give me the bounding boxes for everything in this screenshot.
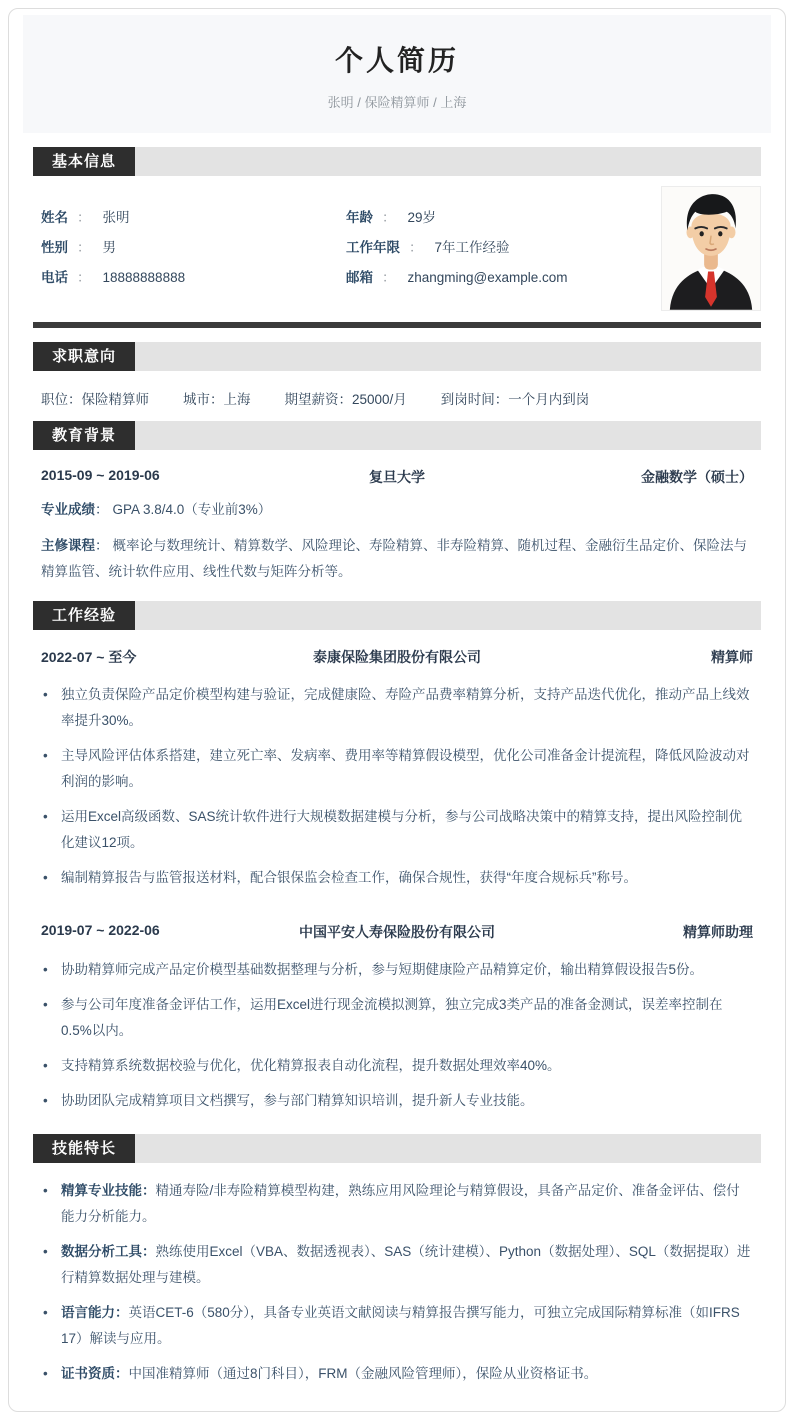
section-title-work: 工作经验: [33, 601, 135, 630]
bullet-dot-icon: •: [43, 1366, 48, 1381]
resume-content: [23, 147, 771, 1387]
education-degree: 金融数学（硕士）: [641, 469, 753, 485]
education-head-row: [33, 450, 761, 487]
field-label: 年龄: [346, 210, 373, 225]
courses-value: 概率论与数理统计、精算数学、风险理论、寿险精算、非寿险精算、随机过程、金融衍生品定价、保险法与精算监管、统计软件应用、线性代数与矩阵分析等。: [41, 538, 747, 579]
section-divider: [33, 322, 761, 328]
skill-item: [41, 1300, 753, 1352]
skill-label: 数据分析工具: [61, 1244, 142, 1259]
gpa-label: 专业成绩: [41, 502, 95, 517]
skill-item: [41, 1361, 753, 1387]
job-role: 精算师助理: [683, 924, 753, 940]
field-age: [346, 206, 661, 224]
skill-colon: ：: [115, 1305, 129, 1320]
bullet-dot-icon: •: [43, 809, 48, 824]
skill-text: 熟练使用Excel（VBA、数据透视表）、SAS（统计建模）、Python（数据处理）、SQL（数据提取）进行精算数据处理与建模。: [61, 1244, 751, 1285]
job-bullet: • 支持精算系统数据校验与优化，优化精算报表自动化流程，提升数据处理效率40%。: [41, 1053, 753, 1079]
field-value: zhangming@example.com: [407, 270, 568, 285]
section-header-intent: [33, 342, 761, 371]
bullet-dot-icon: •: [43, 748, 48, 763]
field-value: 29岁: [407, 210, 437, 225]
field-label: 性别: [41, 240, 68, 255]
page-subtitle: 张明 / 保险精算师 / 上海: [327, 95, 467, 110]
section-title-basic: 基本信息: [33, 147, 135, 176]
field-label: 电话: [41, 270, 68, 285]
skill-label: 语言能力: [61, 1305, 115, 1320]
section-header-education: [33, 421, 761, 450]
courses-colon: ：: [95, 538, 109, 553]
page-title: 个人简历: [334, 45, 459, 76]
section-title-skills: 技能特长: [33, 1134, 135, 1163]
job-head-row: [33, 630, 761, 667]
job-bullet: • 运用Excel高级函数、SAS统计软件进行大规模数据建模与分析，参与公司战略决策中的精算支持，提出风险控制优化建议12项。: [41, 804, 753, 856]
resume-page: [8, 8, 786, 1412]
job-bullet: • 参与公司年度准备金评估工作，运用Excel进行现金流模拟测算，独立完成3类产品的准备金测试，误差率控制在0.5%以内。: [41, 992, 753, 1044]
field-name: [41, 206, 346, 224]
field-value: 18888888888: [102, 270, 186, 285]
section-bar: [135, 601, 761, 630]
id-photo: [661, 186, 761, 311]
section-bar: [135, 147, 761, 176]
skill-colon: ：: [115, 1366, 129, 1381]
field-colon: ：: [77, 210, 91, 225]
job-bullet: • 协助团队完成精算项目文档撰写，参与部门精算知识培训，提升新人专业技能。: [41, 1088, 753, 1114]
courses-label: 主修课程: [41, 538, 95, 553]
job-head-row: [33, 905, 761, 942]
bullet-dot-icon: •: [43, 1244, 48, 1259]
bullet-dot-icon: •: [43, 962, 48, 977]
job-intent-row: [33, 371, 761, 421]
field-colon: ：: [382, 270, 396, 285]
bullet-dot-icon: •: [43, 997, 48, 1012]
intent-position: 职位：保险精算师: [41, 392, 149, 407]
job-role: 精算师: [711, 649, 753, 665]
job-bullet: • 主导风险评估体系搭建，建立死亡率、发病率、费用率等精算假设模型，优化公司准备金计提流程，降低风险波动对利润的影响。: [41, 743, 753, 795]
bullet-dot-icon: •: [43, 687, 48, 702]
skill-label: 证书资质: [61, 1366, 115, 1381]
skill-colon: ：: [142, 1244, 156, 1259]
education-gpa-row: [33, 487, 761, 523]
section-bar: [135, 1134, 761, 1163]
skill-colon: ：: [142, 1183, 156, 1198]
job-company: 中国平安人寿保险股份有限公司: [299, 924, 495, 940]
field-value: 7年工作经验: [434, 240, 510, 255]
bullet-dot-icon: •: [43, 1093, 48, 1108]
skill-text: 精通寿险/非寿险精算模型构建，熟练应用风险理论与精算假设，具备产品定价、准备金评估、偿付能力分析能力。: [61, 1183, 740, 1224]
basic-info-block: [33, 176, 761, 322]
intent-availability: 到岗时间：一个月内到岗: [440, 392, 590, 407]
bullet-dot-icon: •: [43, 1183, 48, 1198]
skills-list: [33, 1163, 761, 1387]
bullet-dot-icon: •: [43, 1058, 48, 1073]
field-phone: [41, 266, 346, 284]
job-bullet: • 协助精算师完成产品定价模型基础数据整理与分析，参与短期健康险产品精算定价，输出精算假设报告5份。: [41, 957, 753, 983]
avatar-illustration: [662, 187, 760, 310]
skill-item: [41, 1239, 753, 1291]
gpa-colon: ：: [95, 502, 109, 517]
job-bullets: [33, 942, 761, 1114]
section-header-skills: [33, 1134, 761, 1163]
field-colon: ：: [409, 240, 423, 255]
section-title-education: 教育背景: [33, 421, 135, 450]
job-period: 2022-07 ~ 至今: [41, 649, 137, 665]
field-value: 张明: [102, 210, 130, 225]
intent-salary: 期望薪资：25000/月: [284, 392, 407, 407]
section-title-intent: 求职意向: [33, 342, 135, 371]
section-header-basic: [33, 147, 761, 176]
education-courses-row: [33, 523, 761, 585]
field-gender: [41, 236, 346, 254]
field-colon: ：: [77, 270, 91, 285]
job-block: [33, 905, 761, 1114]
education-period: 2015-09 ~ 2019-06: [41, 467, 160, 483]
education-school: 复旦大学: [369, 469, 425, 485]
section-header-work: [33, 601, 761, 630]
job-company: 泰康保险集团股份有限公司: [313, 649, 481, 665]
bullet-dot-icon: •: [43, 870, 48, 885]
field-email: [346, 266, 661, 284]
skill-item: [41, 1178, 753, 1230]
field-label: 邮箱: [346, 270, 373, 285]
field-label: 姓名: [41, 210, 68, 225]
field-label: 工作年限: [346, 240, 400, 255]
job-period: 2019-07 ~ 2022-06: [41, 922, 160, 938]
bullet-dot-icon: •: [43, 1305, 48, 1320]
job-block: [33, 630, 761, 891]
job-bullets: [33, 667, 761, 891]
resume-header: [23, 15, 771, 133]
skill-text: 英语CET-6（580分），具备专业英语文献阅读与精算报告撰写能力，可独立完成国际精算标准（如IFRS 17）解读与应用。: [61, 1305, 740, 1346]
section-bar: [135, 342, 761, 371]
job-bullet: • 独立负责保险产品定价模型构建与验证，完成健康险、寿险产品费率精算分析，支持产品迭代优化，推动产品上线效率提升30%。: [41, 682, 753, 734]
intent-city: 城市：上海: [183, 392, 251, 407]
section-bar: [135, 421, 761, 450]
job-bullet: • 编制精算报告与监管报送材料，配合银保监会检查工作，确保合规性，获得“年度合规标兵”称号。: [41, 865, 753, 891]
gpa-value: GPA 3.8/4.0（专业前3%）: [112, 502, 272, 517]
skill-text: 中国准精算师（通过8门科目），FRM（金融风险管理师），保险从业资格证书。: [128, 1366, 598, 1381]
field-value: 男: [102, 240, 116, 255]
field-colon: ：: [382, 210, 396, 225]
field-experience-years: [346, 236, 661, 254]
field-colon: ：: [77, 240, 91, 255]
skill-label: 精算专业技能: [61, 1183, 142, 1198]
basic-info-fields: [41, 206, 661, 284]
